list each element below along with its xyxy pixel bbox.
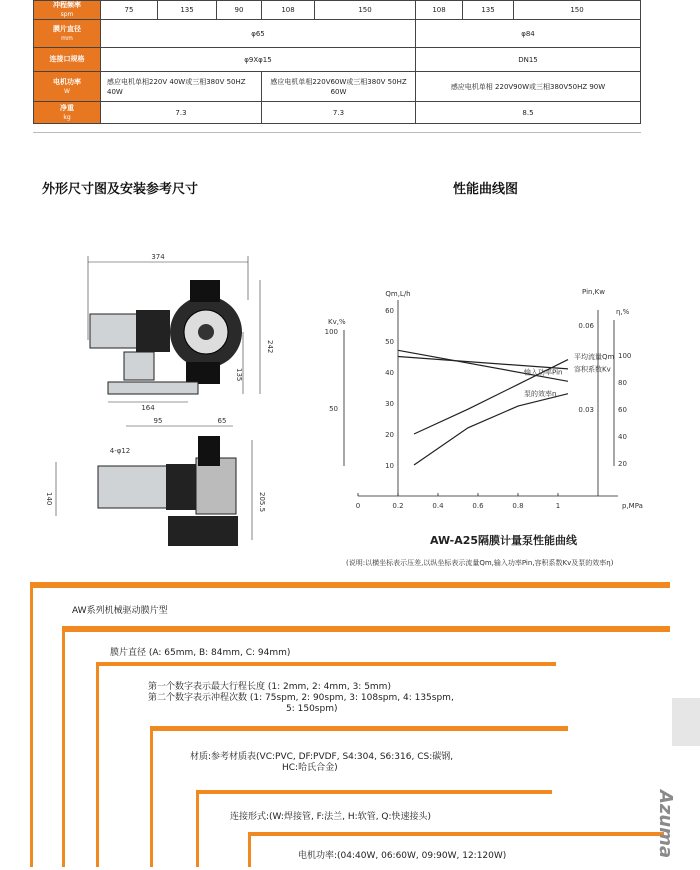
guide-bar-5 <box>196 790 552 794</box>
guide-bar-4 <box>150 726 568 731</box>
eta-axis-label: η,% <box>616 308 630 316</box>
kv-axis-label: Kv,% <box>328 318 346 326</box>
top-valve <box>190 280 220 302</box>
qm-tick-label: 30 <box>385 400 394 408</box>
x-axis-label: p,MPa <box>622 502 643 510</box>
eta-tick-label: 80 <box>618 379 627 387</box>
dim-base-width: 164 <box>141 404 155 412</box>
dimension-section-title: 外形尺寸图及安装参考尺寸 <box>42 182 199 197</box>
spec-row-weight: 净重 kg 7.3 7.3 8.5 <box>34 102 641 124</box>
side-tab-image <box>672 698 700 746</box>
base-plate <box>108 382 198 394</box>
series-line-0 <box>398 350 568 381</box>
qm-tick-label: 10 <box>385 462 394 470</box>
motor-cap <box>136 310 170 352</box>
curve-section-title: 性能曲线图 <box>453 182 519 197</box>
eta-tick-label: 60 <box>618 406 627 414</box>
qm-tick-label: 20 <box>385 431 394 439</box>
chart-note: (说明:以横坐标表示压差,以纵坐标表示流量Qm,输入功率Pin,容积系数Kv及泵的效率η) <box>346 559 614 567</box>
guide-bar-3 <box>96 662 556 666</box>
eta-tick-label: 40 <box>618 433 627 441</box>
series-label-2: 输入功率Pin <box>524 368 563 377</box>
guide-stroke-rate-cont: 5: 150spm) <box>286 704 338 714</box>
dim-front-b: 65 <box>217 417 227 425</box>
guide-motor-power: 电机功率:(04:40W, 06:60W, 09:90W, 12:120W) <box>298 851 507 861</box>
front-view <box>45 417 266 546</box>
brand-tab: Azuma <box>655 790 676 859</box>
dim-front-depth: 205.5 <box>258 492 266 513</box>
spec-row-motor: 电机功率 W 感应电机单相220V 40W或三相380V 50HZ 40W 感应电机单相220V60W或三相380V 50HZ 60W 感应电机单相 220V90W或三相380V50HZ 90W <box>34 72 641 102</box>
x-tick-label: 0.2 <box>392 502 404 510</box>
dim-front-height: 140 <box>45 492 53 506</box>
dim-front-a: 95 <box>153 417 163 425</box>
table-bottom-rule <box>33 132 641 133</box>
guide-connection: 连接形式:(W:焊接管, F:法兰, H:软管, Q:快速接头) <box>230 812 432 822</box>
series-label-1: 平均流量Qm <box>574 352 615 361</box>
chart-axes <box>325 288 643 510</box>
guide-material-cont: HC:哈氏合金) <box>282 763 338 773</box>
spec-row-connection: 连接口规格 φ9Xφ15 DN15 <box>34 48 641 72</box>
dim-front-c: 4-φ12 <box>109 447 131 455</box>
guide-stroke-length: 第一个数字表示最大行程长度 (1: 2mm, 2: 4mm, 3: 5mm) <box>148 682 391 692</box>
pin-axis-label: Pin,Kw <box>582 288 605 296</box>
bottom-valve <box>186 362 220 384</box>
kv-tick-label: 100 <box>324 328 338 336</box>
x-tick-label: 0.4 <box>432 502 444 510</box>
front-top-valve <box>198 436 220 466</box>
guide-material: 材质:参考材质表(VC:PVC, DF:PVDF, S4:304, S6:316, CS:碳钢, <box>190 752 454 762</box>
x-tick-label: 0 <box>355 502 361 510</box>
spec-table <box>33 0 641 124</box>
x-tick-label: 1 <box>555 502 561 510</box>
spec-row-diaphragm: 膜片直径 mm φ65 φ84 <box>34 20 641 48</box>
qm-tick-label: 50 <box>385 338 394 346</box>
x-tick-label: 0.8 <box>512 502 524 510</box>
series-label-0: 容积系数Kv <box>574 365 611 374</box>
dim-height-mid: 135 <box>235 368 243 382</box>
kv-tick-label: 50 <box>329 405 338 413</box>
dim-height-right: 242 <box>266 340 274 354</box>
guide-stroke-rate: 第二个数字表示冲程次数 (1: 75spm, 2: 90spm, 3: 108spm, 4: 135spm, <box>148 693 454 703</box>
qm-tick-label: 40 <box>385 369 394 377</box>
motor-body <box>90 314 138 348</box>
guide-bar-2 <box>62 626 670 632</box>
qm-tick-label: 60 <box>385 307 394 315</box>
eta-tick-label: 100 <box>618 352 632 360</box>
side-view <box>88 253 274 412</box>
guide-title: AW系列机械驱动膜片型 <box>72 606 168 616</box>
chart-title: AW-A25隔膜计量泵性能曲线 <box>430 534 578 547</box>
pin-tick-label: 0.06 <box>578 322 594 330</box>
eta-tick-label: 20 <box>618 460 627 468</box>
guide-diaphragm: 膜片直径 (A: 65mm, B: 84mm, C: 94mm) <box>110 648 291 658</box>
series-line-1 <box>398 357 568 369</box>
spec-row-stroke: 冲程频率 spm 75 135 90 108 150 108 135 150 <box>34 1 641 20</box>
front-motor <box>98 466 168 508</box>
x-tick-label: 0.6 <box>472 502 484 510</box>
guide-bar-6 <box>248 832 664 836</box>
dim-top-width: 374 <box>151 253 165 261</box>
series-label-3: 泵的效率η <box>524 390 557 399</box>
pin-tick-label: 0.03 <box>578 406 594 414</box>
qm-axis-label: Qm,L/h <box>385 290 411 298</box>
series-line-3 <box>414 394 568 465</box>
dimension-drawing <box>38 240 288 560</box>
performance-chart <box>300 270 660 516</box>
guide-bar-1 <box>30 582 670 588</box>
front-pump-head <box>168 516 238 546</box>
